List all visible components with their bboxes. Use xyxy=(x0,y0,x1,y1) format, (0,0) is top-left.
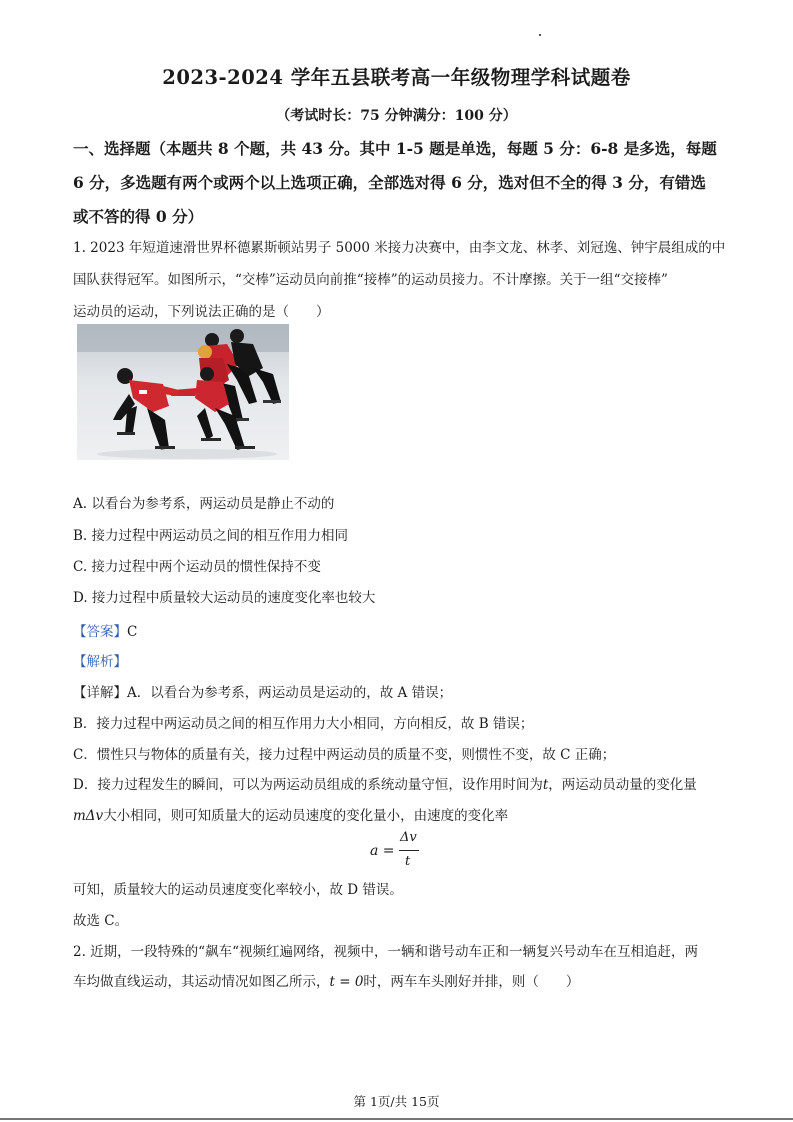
detail-d-text-2: 大小相同，则可知质量大的运动员速度的变化量小，由速度的变化率 xyxy=(103,808,509,824)
acceleration-formula xyxy=(370,830,430,874)
choose-answer: 故选 C。 xyxy=(73,913,129,929)
question-2-line-2 xyxy=(73,970,579,990)
time-variable: t xyxy=(542,777,549,793)
detail-d-text: D．接力过程发生的瞬间，可以为两运动员组成的系统动量守恒，设作用时间为 xyxy=(73,777,543,793)
page-number: 第 1页/共 15页 xyxy=(353,1094,440,1109)
section-line-2: 6 分，多选题有两个或两个以上选项正确，全部选对得 6 分，选对但不全的得 3 分，有错选 xyxy=(73,173,706,192)
footer-divider xyxy=(0,1118,793,1120)
scan-dot xyxy=(539,34,541,36)
detail-a: A．以看台为参考系，两运动员是运动的，故 A 错误； xyxy=(127,685,453,701)
q2-time-zero: t = 0 xyxy=(329,974,364,990)
q1-line-2: 国队获得冠军。如图所示，“交棒”运动员向前推“接棒”的运动员接力。不计摩擦。关于一组“交接棒” xyxy=(73,272,668,288)
section-instructions xyxy=(73,132,717,234)
detail-b: B．接力过程中两运动员之间的相互作用力大小相同，方向相反，故 B 错误； xyxy=(73,716,534,732)
detail-tag: 【详解】 xyxy=(73,685,127,701)
answer-row xyxy=(73,620,137,640)
q1-option-c: C. 接力过程中两个运动员的惯性保持不变 xyxy=(73,559,321,575)
analysis-tag: 【解析】 xyxy=(73,654,127,670)
answer-tag: 【答案】 xyxy=(73,624,127,640)
q2-text-b: 时，两车车头刚好并排，则（ ） xyxy=(363,974,580,990)
q1-option-a: A. 以看台为参考系，两运动员是静止不动的 xyxy=(73,496,335,512)
q1-line-1: 1. 2023 年短道速滑世界杯德累斯顿站男子 5000 米接力决赛中，由李文龙、林孝、刘冠逸、钟宇晨组成的中 xyxy=(73,240,726,256)
section-line-3: 或不答的得 0 分） xyxy=(73,207,204,226)
detail-a-row xyxy=(73,681,452,701)
section-line-1: 一、选择题（本题共 8 个题，共 43 分。其中 1-5 题是单选，每题 5 分：6-8 是多选，每题 xyxy=(73,139,717,158)
detail-d-line-2 xyxy=(73,804,508,824)
speed-skating-photo xyxy=(77,324,289,460)
formula-denominator: t xyxy=(405,854,411,869)
detail-d-tail: ，两运动员动量的变化量 xyxy=(548,777,697,793)
skaters-illustration xyxy=(77,324,289,460)
q2-text-a: 车均做直线运动，其运动情况如图乙所示， xyxy=(73,974,330,990)
q1-line-3: 运动员的运动，下列说法正确的是（ ） xyxy=(73,304,330,320)
q1-option-b: B. 接力过程中两运动员之间的相互作用力相同 xyxy=(73,528,349,544)
q1-option-d: D. 接力过程中质量较大运动员的速度变化率也较大 xyxy=(73,590,376,606)
conclusion: 可知，质量较大的运动员速度变化率较小，故 D 错误。 xyxy=(73,882,403,898)
momentum-change-variable: mΔv xyxy=(73,808,104,824)
detail-d-line-1 xyxy=(73,773,697,793)
formula-numerator: Δv xyxy=(400,830,417,845)
question-2-line-1: 2. 近期，一段特殊的“飙车“视频红遍网络，视频中，一辆和谐号动车正和一辆复兴号动车在互相追赶，两 xyxy=(73,944,698,960)
formula-lhs: a = xyxy=(370,843,395,859)
page-title: 2023-2024 学年五县联考高一年级物理学科试题卷 xyxy=(162,66,631,89)
answer-value: C xyxy=(127,624,138,640)
exam-duration-subtitle: （考试时长：75 分钟满分：100 分） xyxy=(276,108,517,124)
fraction-bar xyxy=(399,850,419,851)
question-1-stem xyxy=(73,232,725,328)
detail-c: C．惯性只与物体的质量有关，接力过程中两运动员的质量不变，则惯性不变，故 C 正确； xyxy=(73,747,616,763)
